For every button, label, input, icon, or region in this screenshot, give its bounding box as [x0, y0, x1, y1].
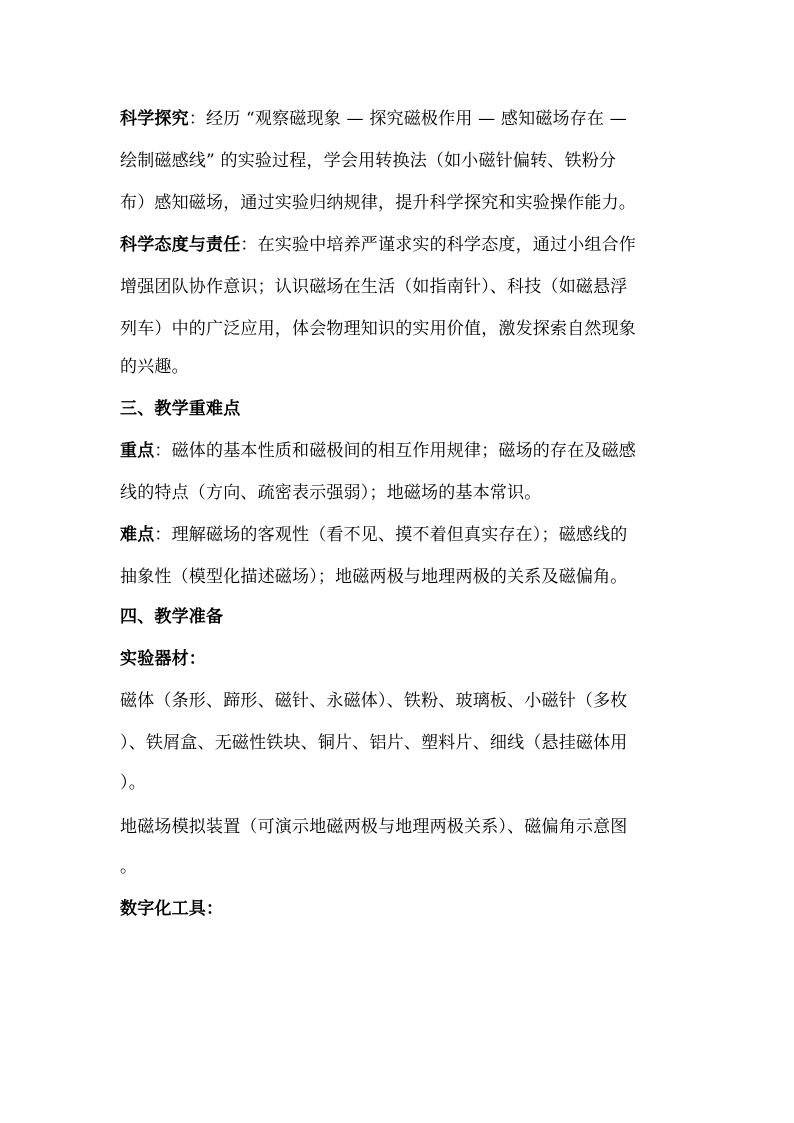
- science-inquiry-text-1: ：经历 “观察磁现象 — 探究磁极作用 — 感知磁场存在 —: [188, 109, 627, 129]
- attitude-label: 科学态度与责任: [120, 235, 241, 255]
- attitude-text-1: ：在实验中培养严谨求实的科学态度，通过小组合作: [240, 235, 637, 255]
- difficult-point-line-2: 抽象性（模型化描述磁场）；地磁两极与地理两极的关系及磁偏角。: [120, 567, 628, 587]
- geomag-line-1: 地磁场模拟装置（可演示地磁两极与地理两极关系）、磁偏角示意图: [120, 817, 628, 837]
- science-inquiry-line-3: 布）感知磁场，通过实验归纳规律，提升科学探究和实验操作能力。: [120, 193, 636, 213]
- science-inquiry-line-2: 绘制磁感线” 的实验过程，学会用转换法（如小磁针偏转、铁粉分: [120, 151, 617, 171]
- equipment-line-3: ）。: [120, 773, 146, 793]
- key-point-line-2: 线的特点（方向、疏密表示强弱）；地磁场的基本常识。: [120, 483, 542, 503]
- key-point-label: 重点: [120, 441, 155, 461]
- heading-key-difficult: 三、教学重难点: [120, 399, 241, 419]
- heading-preparation: 四、教学准备: [120, 607, 224, 627]
- digital-tools-label: 数字化工具：: [120, 899, 224, 919]
- key-point-text-1: ：磁体的基本性质和磁极间的相互作用规律；磁场的存在及磁感: [154, 441, 637, 461]
- difficult-point-label: 难点: [120, 525, 155, 545]
- geomag-line-2: 。: [120, 857, 138, 877]
- equipment-line-1: 磁体（条形、蹄形、磁针、永磁体）、铁粉、玻璃板、小磁针（多枚: [120, 691, 628, 711]
- science-inquiry-label: 科学探究: [120, 109, 189, 129]
- difficult-point-line-1: [120, 524, 680, 546]
- attitude-line-1: [120, 234, 680, 256]
- attitude-line-4: 的兴趣。: [120, 357, 189, 377]
- attitude-line-2: 增强团队协作意识；认识磁场在生活（如指南针）、科技（如磁悬浮: [120, 277, 628, 297]
- equipment-label: 实验器材：: [120, 649, 206, 669]
- science-inquiry-line-1: [120, 108, 680, 130]
- equipment-line-2: ）、铁屑盒、无磁性铁块、铜片、铝片、塑料片、细线（悬挂磁体用: [120, 733, 628, 753]
- attitude-line-3: 列车）中的广泛应用，体会物理知识的实用价值，激发探索自然现象: [120, 319, 636, 339]
- key-point-line-1: [120, 440, 680, 462]
- difficult-point-text-1: ：理解磁场的客观性（看不见、摸不着但真实存在）；磁感线的: [154, 525, 628, 545]
